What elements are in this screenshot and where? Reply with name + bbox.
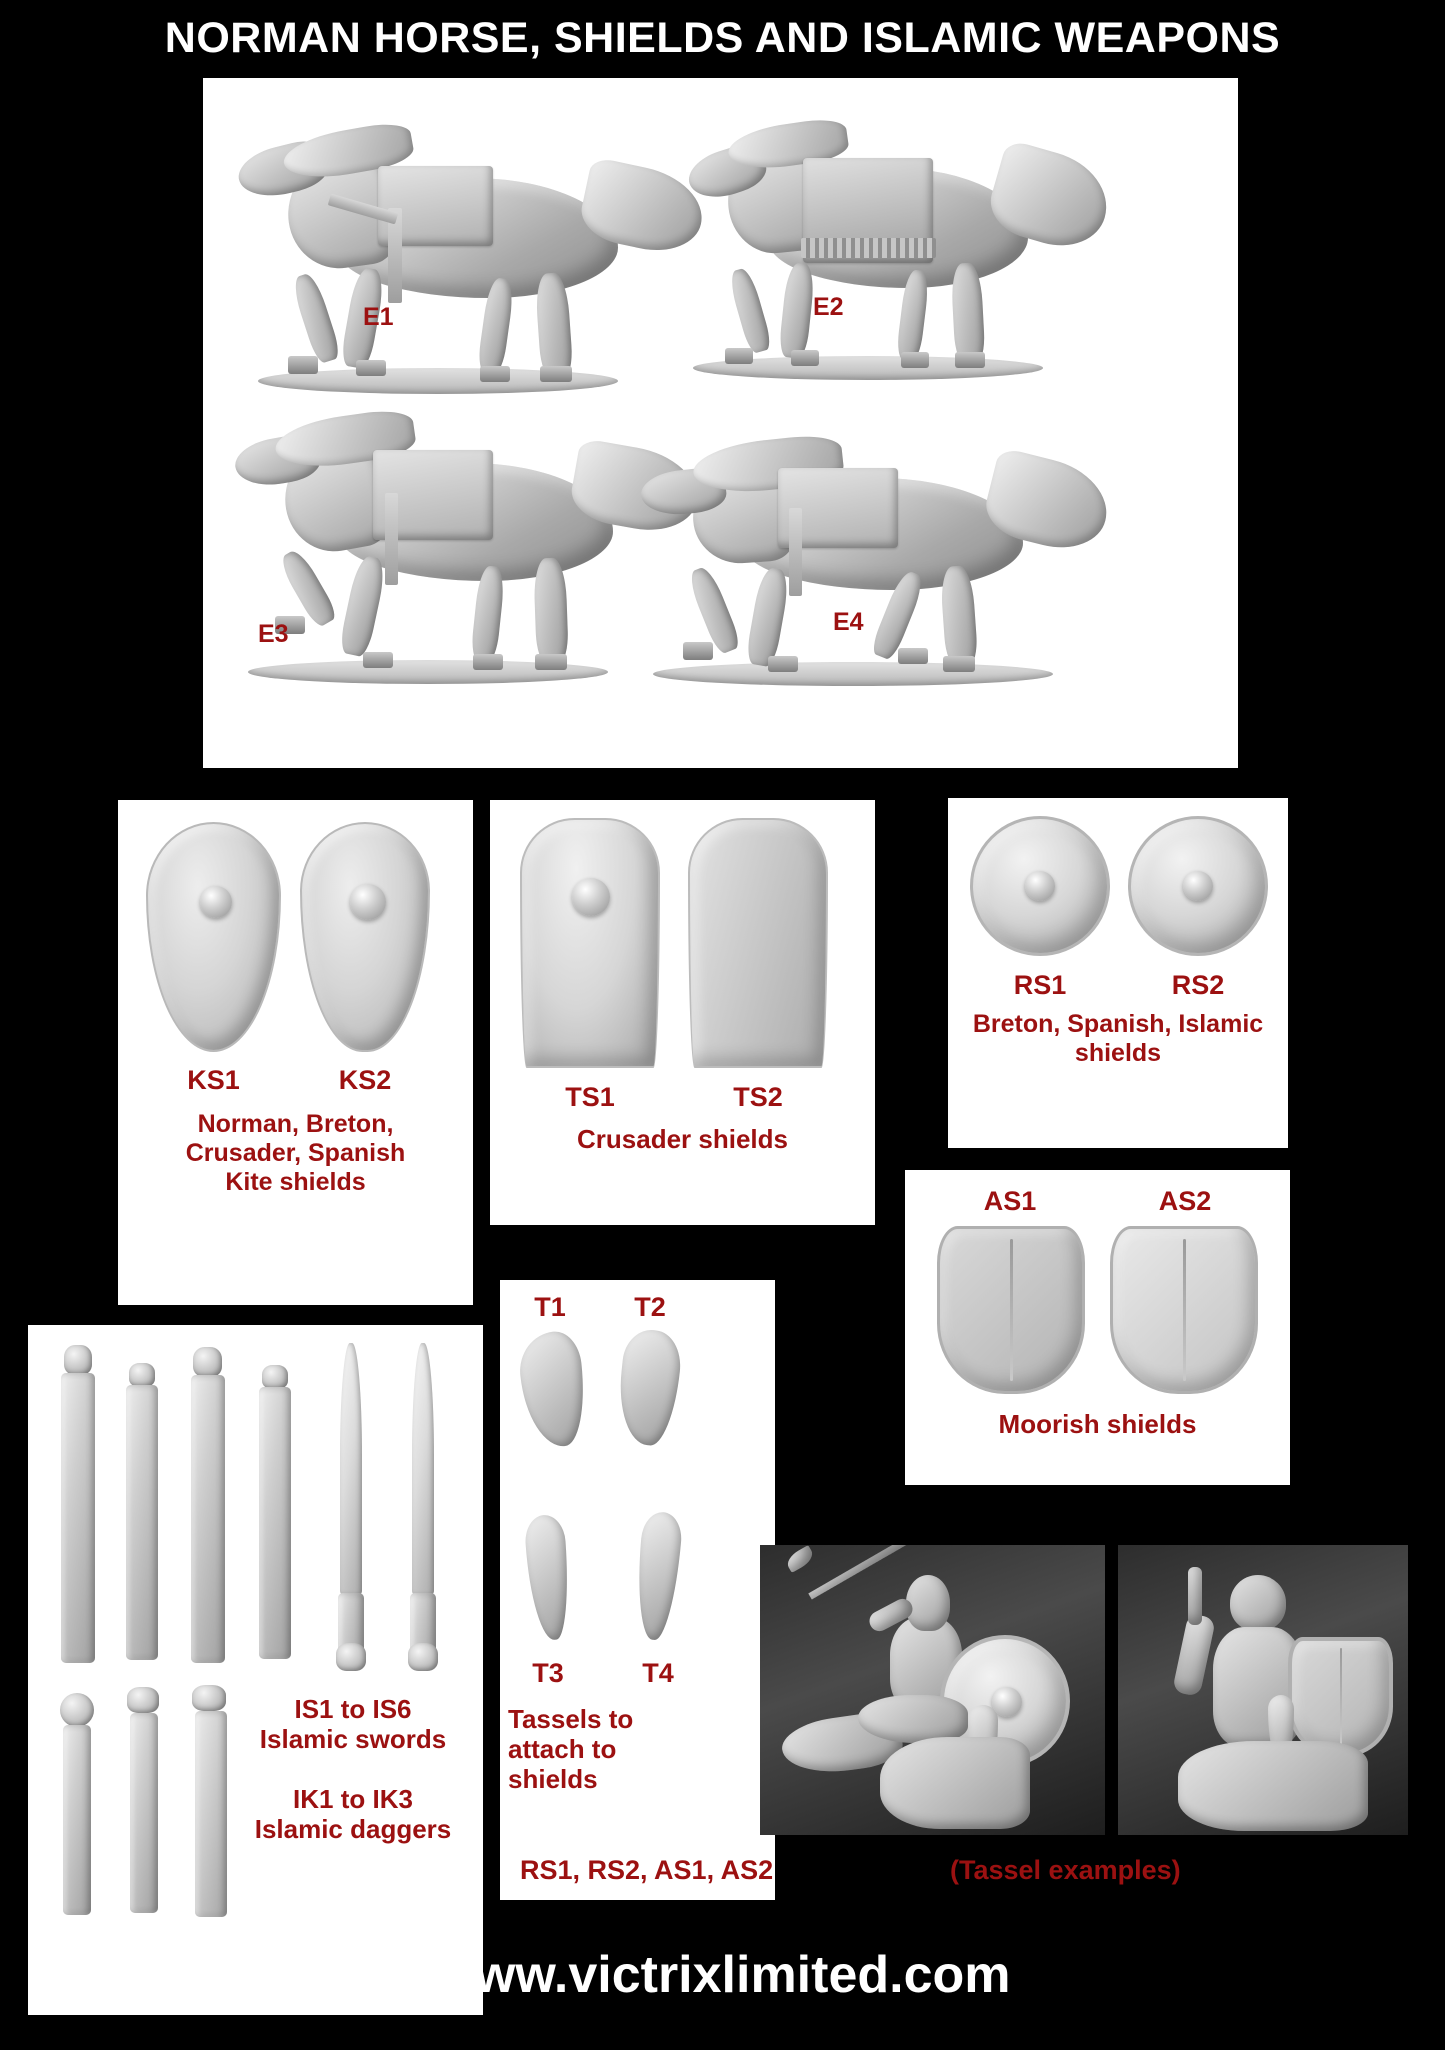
horse-hoof	[791, 350, 819, 366]
tassels-panel	[500, 1280, 775, 1900]
caption-line: IK1 to IK3	[293, 1784, 413, 1814]
dagger-scabbard	[63, 1725, 91, 1915]
horse-neck	[880, 1737, 1030, 1829]
horse-hoof	[288, 356, 318, 374]
islamic-sword-is2	[123, 1363, 163, 1663]
horse-label-e3: E3	[258, 620, 289, 648]
horse-hoof	[768, 656, 798, 672]
dagger-scabbard	[195, 1711, 227, 1917]
horse-fringe	[801, 238, 936, 258]
caption-line: Islamic daggers	[254, 1813, 452, 1844]
round-shield-code-rs1: RS1	[1013, 970, 1067, 1000]
round-shield-rs1	[970, 816, 1110, 956]
horse-figure-e1	[228, 108, 698, 408]
horse-hoof	[480, 366, 510, 382]
horse-leg	[338, 554, 388, 658]
website-url[interactable]: www.victrixlimited.com	[434, 1946, 1011, 2004]
example-left-caption: RS1, RS2, AS1, AS2	[520, 1855, 774, 1885]
kite-shield-code-ks1: KS1	[187, 1065, 240, 1095]
sword-scabbard	[191, 1375, 225, 1663]
sword-pommel	[262, 1365, 288, 1389]
kite-shield-code-ks2: KS2	[338, 1065, 392, 1095]
shield-boss	[572, 878, 610, 916]
round-shield-rs2	[1128, 816, 1268, 956]
horse-label-e1: E1	[363, 303, 394, 331]
moorish-shield-code-as1: AS1	[983, 1186, 1037, 1216]
tassels-caption	[508, 1705, 708, 1795]
shield-centre-ridge	[1183, 1239, 1187, 1382]
horse-hoof	[725, 348, 753, 364]
tassel-code-t2: T2	[634, 1292, 666, 1322]
islamic-sword-is4	[256, 1365, 296, 1665]
horse-hoof	[955, 352, 985, 368]
horse-leg	[290, 271, 343, 365]
caption-line: Kite shields	[225, 1167, 366, 1196]
caption-line: shields	[508, 1763, 598, 1794]
horse-leg	[727, 266, 773, 354]
kite-shields-caption	[124, 1110, 467, 1196]
example-moorish-shield	[1288, 1637, 1393, 1757]
caption-line: Tassels to	[508, 1704, 634, 1734]
horse-hoof	[943, 656, 975, 672]
shield-centre-ridge	[1010, 1239, 1014, 1382]
islamic-daggers-caption	[228, 1785, 478, 1845]
crusader-shield-code-ts1: TS1	[565, 1082, 615, 1112]
horse-hoof	[356, 360, 386, 376]
shield-boss	[1025, 871, 1055, 901]
tassel-figure-t1	[516, 1329, 590, 1450]
kite-shields-panel	[118, 800, 473, 1305]
shield-centre-ridge	[1340, 1648, 1342, 1747]
horse-figure-e4	[603, 398, 1103, 698]
horse-leg	[745, 566, 792, 668]
sword-scabbard	[61, 1373, 95, 1663]
rider-helmet	[906, 1575, 950, 1631]
islamic-swords-caption	[228, 1695, 478, 1755]
tassel-code-t4: T4	[642, 1658, 674, 1688]
horse-hoof	[540, 366, 572, 382]
dagger-pommel	[127, 1687, 159, 1713]
caption-line: Norman, Breton,	[197, 1110, 394, 1138]
rider-arm	[1172, 1613, 1216, 1697]
moorish-shield-code-as2: AS2	[1158, 1186, 1212, 1216]
moorish-shields-panel	[905, 1170, 1290, 1485]
shield-boss	[1183, 871, 1213, 901]
sword-blade	[340, 1343, 362, 1595]
horse-girth-strap	[789, 508, 802, 596]
islamic-sword-is1	[58, 1345, 98, 1665]
horse-girth-strap	[385, 493, 398, 585]
rider-helmet	[1230, 1575, 1286, 1631]
shield-boss	[200, 886, 232, 918]
example-photo-left	[760, 1545, 1105, 1835]
round-shields-caption	[950, 1010, 1286, 1068]
horse-base	[653, 662, 1053, 686]
horse-hoof	[683, 642, 713, 660]
islamic-dagger-ik2	[123, 1687, 168, 1922]
tassel-figure-t4	[632, 1511, 683, 1642]
horse-hoof	[363, 652, 393, 668]
page-title: NORMAN HORSE, SHIELDS AND ISLAMIC WEAPONS	[164, 14, 1281, 62]
caption-line: Crusader, Spanish	[185, 1138, 406, 1167]
dagger-pommel	[192, 1685, 226, 1711]
islamic-sword-is5	[328, 1343, 376, 1673]
crusader-shield-ts2	[688, 818, 828, 1068]
spear-shaft	[808, 1545, 915, 1600]
sword-pommel	[408, 1643, 438, 1671]
islamic-weapons-panel	[28, 1325, 483, 2015]
caption-line: Breton, Spanish, Islamic	[972, 1010, 1264, 1038]
caption-line: attach to	[508, 1733, 617, 1764]
tassel-figure-t2	[614, 1327, 684, 1447]
shield-boss	[350, 884, 386, 920]
sword-pommel	[336, 1643, 366, 1671]
horse-neck	[1178, 1741, 1368, 1831]
kite-shield-ks2	[300, 822, 430, 1052]
caption-line: IS1 to IS6	[294, 1694, 412, 1724]
crusader-shields-caption: Crusader shields	[577, 1124, 788, 1154]
example-photo-right	[1118, 1545, 1408, 1835]
moorish-shields-caption: Moorish shields	[998, 1409, 1197, 1439]
caption-line: shields	[1074, 1038, 1162, 1067]
horse-mane	[858, 1695, 968, 1743]
horse-hoof	[535, 654, 567, 670]
sword-blade	[412, 1343, 434, 1595]
horse-leg	[778, 262, 816, 359]
horse-leg	[940, 565, 979, 667]
horse-label-e4: E4	[833, 608, 864, 636]
horse-label-e2: E2	[813, 293, 844, 321]
round-shields-panel	[948, 798, 1288, 1148]
dagger-scabbard	[130, 1713, 158, 1913]
sword-scabbard	[126, 1385, 158, 1660]
sword-pommel	[64, 1345, 92, 1375]
spear-head	[784, 1545, 816, 1573]
moorish-shield-as1	[937, 1226, 1085, 1394]
crusader-shield-ts1	[520, 818, 660, 1068]
islamic-sword-is6	[400, 1343, 448, 1673]
sword-pommel	[129, 1363, 155, 1387]
islamic-sword-is3	[188, 1347, 228, 1667]
horse-leg	[533, 557, 569, 663]
horse-leg	[534, 272, 573, 379]
horse-hoof	[473, 654, 503, 670]
round-shield-code-rs2: RS2	[1171, 970, 1225, 1000]
tassel-figure-t3	[524, 1514, 573, 1641]
sword-pommel	[193, 1347, 222, 1377]
horse-hoof	[898, 648, 928, 664]
kite-shield-ks1	[146, 822, 281, 1052]
sword-scabbard	[259, 1387, 291, 1659]
caption-line: Islamic swords	[259, 1723, 447, 1754]
norman-horse-panel	[203, 78, 1238, 768]
horse-hoof	[901, 352, 929, 368]
moorish-shield-as2	[1110, 1226, 1258, 1394]
crusader-shields-panel	[490, 800, 875, 1225]
crusader-shield-code-ts2: TS2	[733, 1082, 783, 1112]
dagger-pommel	[60, 1693, 94, 1727]
tassel-code-t1: T1	[534, 1292, 566, 1322]
horse-figure-e2	[633, 98, 1103, 398]
example-right-caption: (Tassel examples)	[950, 1855, 1181, 1885]
tassel-code-t3: T3	[532, 1658, 564, 1688]
islamic-dagger-ik1	[56, 1693, 101, 1923]
sword-in-hand	[1188, 1567, 1202, 1625]
